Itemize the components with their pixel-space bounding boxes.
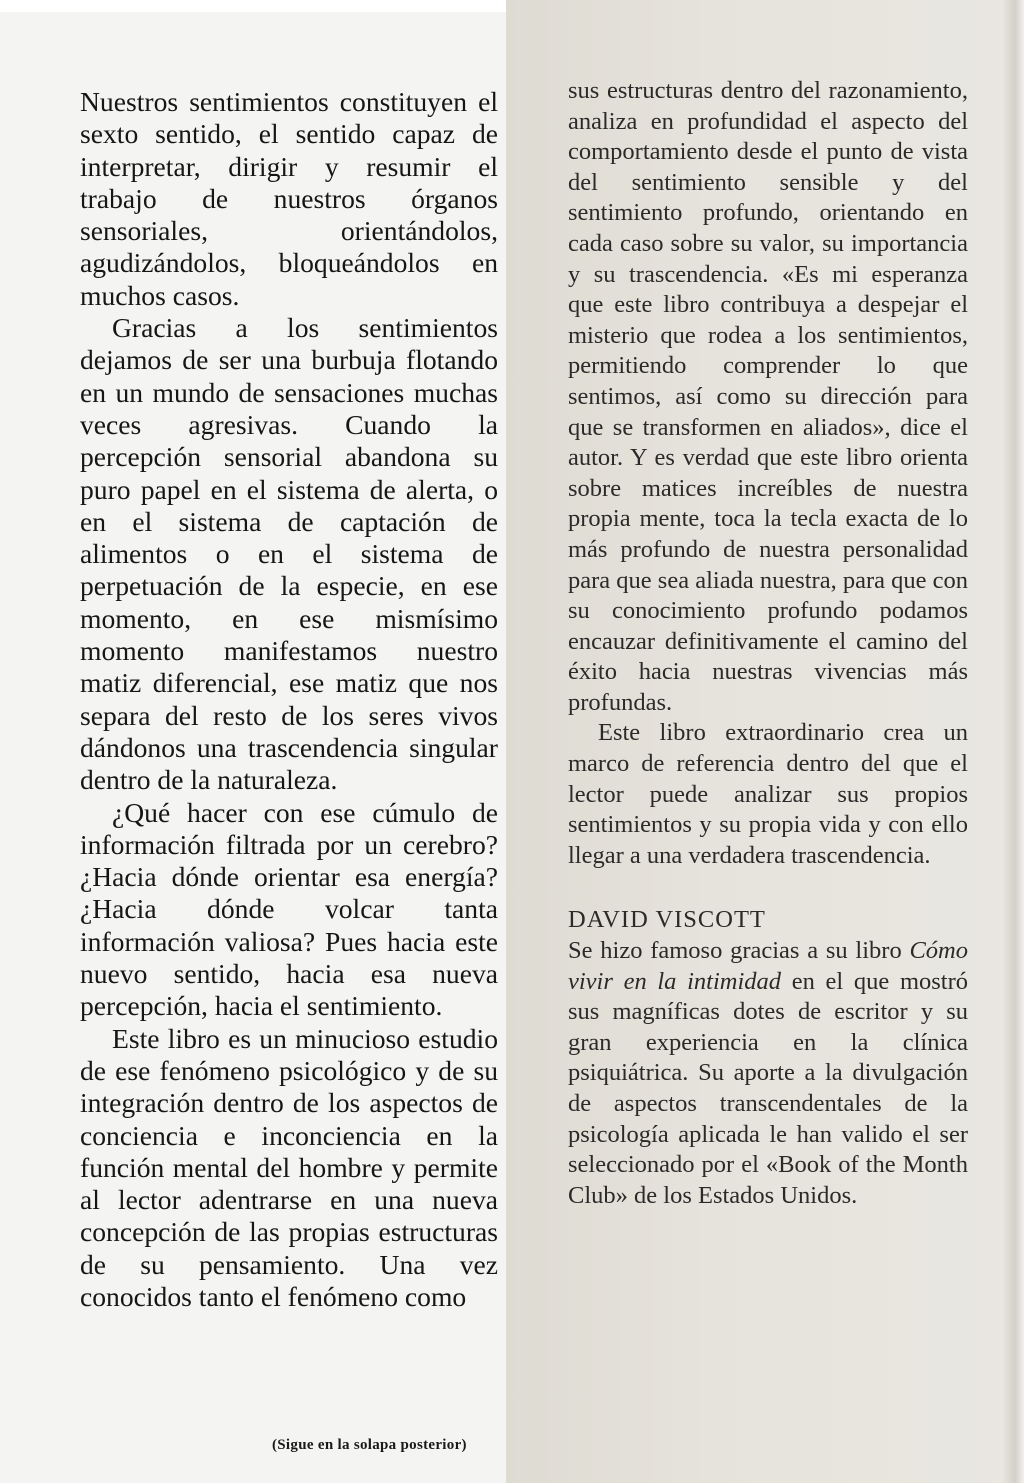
page-top-margin <box>0 0 506 12</box>
front-flap <box>0 0 506 1483</box>
back-flap-paragraph-2: Este libro extraordinario crea un marco de referencia dentro del que el lector puede analizar sus propios sentimientos y su propia vida y con ello llegar a una verdadera trascendencia. <box>568 719 968 869</box>
front-flap-paragraph-4: Este libro es un minucioso estudio de ese fenómeno psicológico y de su integración dentro de los aspectos de conciencia e inconciencia en la función mental del hombre y permite al lector adentrarse en una nueva concepción de las propias estructuras de su pensamiento. Una vez conocidos tanto el fenómeno como <box>80 1022 498 1312</box>
author-bio-intro: Se hizo famoso gracias a su libro <box>568 937 910 965</box>
author-bio <box>568 936 968 1211</box>
section-gap <box>568 871 968 905</box>
front-flap-text <box>80 86 498 1313</box>
author-name: DAVID VISCOTT <box>568 906 766 934</box>
author-bio-rest: en el que mostró sus magníficas dotes de escritor y su gran experiencia en la clínica psiquiátrica. Su aporte a la divulgación de aspectos transcendentales de la psicología aplicada le han valido el ser seleccionado por el «Book of the Month Club» de los Estados Unidos. <box>568 967 968 1209</box>
back-flap-paragraph-1: sus estructuras dentro del razonamiento, analiza en profundidad el aspecto del comportamiento desde el punto de vista del sentimiento sensible y del sentimiento profundo, orientando en cada caso sobre su valor, su importancia y su trascendencia. «Es mi esperanza que este libro contribuya a despejar el misterio que rodea a los sentimientos, permitiendo comprender lo que sentimos, así como su dirección para que se transformen en aliados», dice el autor. Y es verdad que este libro orienta sobre matices increíbles de nuestra propia mente, toca la tecla exacta de lo más profundo de nuestra personalidad para que sea aliada nuestra, para que con su conocimiento profundo podamos encauzar definitivamente el camino del éxito hacia nuestras vivencias más profundas. <box>568 77 968 716</box>
front-flap-paragraph-2: Gracias a los sentimientos dejamos de ser una burbuja flotando en un mundo de sensaciones muchas veces agresivas. Cuando la percepción sensorial abandona su puro papel en el sistema de alerta, o en el sistema de captación de alimentos o en el sistema de perpetuación de la especie, en ese momento, en ese mismísimo momento manifestamos nuestro matiz diferencial, ese matiz que nos separa del resto de los seres vivos dándonos una trascendencia singular dentro de la naturaleza. <box>80 312 498 796</box>
continued-note: (Sigue en la solapa posterior) <box>272 1437 467 1453</box>
front-flap-paragraph-3: ¿Qué hacer con ese cúmulo de información filtrada por un cerebro? ¿Hacia dónde orientar esa energía? ¿Hacia dónde volcar tanta información valiosa? Pues hacia este nuevo sentido, hacia esa nueva percepción, hacia el sentimiento. <box>80 796 498 1022</box>
flap-fold-edge <box>1002 0 1024 1483</box>
back-flap-text <box>568 76 968 1211</box>
book-title-italic: Cómo vivir en la intimidad <box>568 937 968 995</box>
front-flap-paragraph-1: Nuestros sentimientos constituyen el sexto sentido, el sentido capaz de interpretar, dirigir y resumir el trabajo de nuestros órganos sensoriales, orientándolos, agudizándolos, bloqueándolos en muchos casos. <box>80 86 498 311</box>
